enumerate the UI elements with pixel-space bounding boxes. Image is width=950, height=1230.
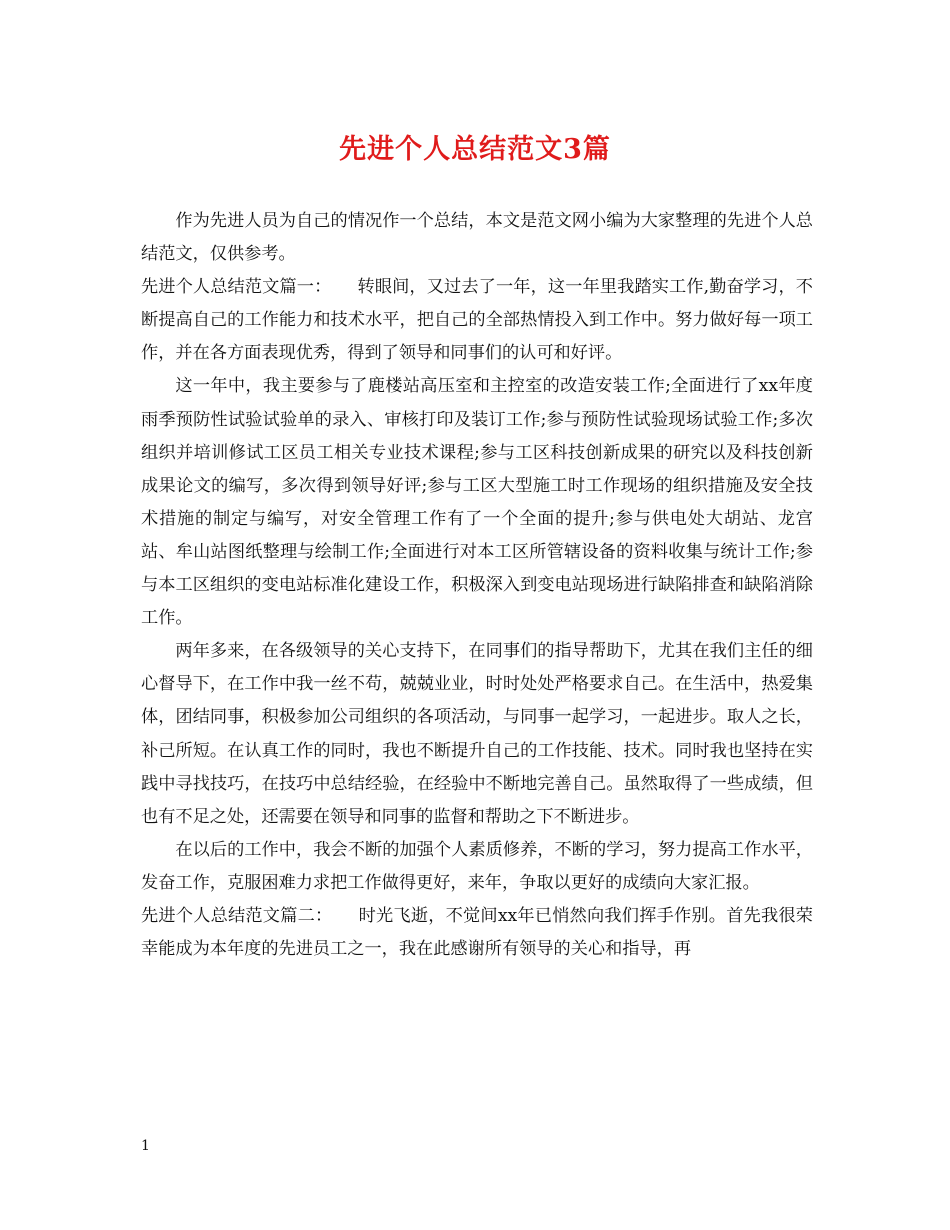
paragraph-section-one	[141, 271, 813, 370]
paragraph-text: 在以后的工作中，我会不断的加强个人素质修养，不断的学习，努力提高工作水平，发奋工作，克服困难力求把工作做得更好，来年，争取以更好的成绩向大家汇报。	[141, 839, 813, 893]
paragraph-text: 两年多来，在各级领导的关心支持下，在同事们的指导帮助下，尤其在我们主任的细心督导下，在工作中我一丝不苟，兢兢业业，时时处处严格要求自己。在生活中，热爱集体，团结同事，积极参加公司组织的各项活动，与同事一起学习，一起进步。取人之长，补己所短。在认真工作的同时，我也不断提升自己的工作技能、技术。同时我也坚持在实践中寻找技巧，在技巧中总结经验，在经验中不断地完善自己。虽然取得了一些成绩，但也有不足之处，还需要在领导和同事的监督和帮助之下不断进步。	[141, 641, 813, 827]
paragraph-two-years	[141, 635, 813, 834]
paragraph-work-details	[141, 370, 813, 635]
paragraph-future	[141, 834, 813, 900]
paragraph-section-two	[141, 900, 813, 966]
page-number: 1	[141, 1138, 150, 1154]
paragraph-text: 转眼间，又过去了一年，这一年里我踏实工作,勤奋学习，不断提高自己的工作能力和技术水平，把自己的全部热情投入到工作中。努力做好每一项工作，并在各方面表现优秀，得到了领导和同事们的认可和好评。	[141, 277, 813, 364]
paragraph-text: 时光飞逝，不觉间xx年已悄然向我们挥手作别。首先我很荣幸能成为本年度的先进员工之一，我在此感谢所有领导的关心和指导，再	[141, 905, 813, 960]
paragraph-intro	[141, 205, 813, 271]
paragraph-text: 这一年中，我主要参与了鹿楼站高压室和主控室的改造安装工作;全面进行了xx年度雨季预防性试验试验单的录入、审核打印及装订工作;参与预防性试验现场试验工作;多次组织并培训修试工区员工相关专业技术课程;参与工区科技创新成果的研究以及科技创新成果论文的编写，多次得到领导好评;参与工区大型施工时工作现场的组织措施及安全技术措施的制定与编写，对安全管理工作有了一个全面的提升;参与供电处大胡站、龙宫站、牟山站图纸整理与绘制工作;全面进行对本工区所管辖设备的资料收集与统计工作;参与本工区组织的变电站标准化建设工作，积极深入到变电站现场进行缺陷排查和缺陷消除工作。	[141, 376, 813, 629]
section-heading: 先进个人总结范文篇一：	[141, 277, 332, 298]
paragraph-text: 作为先进人员为自己的情况作一个总结，本文是范文网小编为大家整理的先进个人总结范文，仅供参考。	[141, 211, 813, 265]
document-body	[141, 205, 813, 966]
section-heading: 先进个人总结范文篇二：	[141, 905, 333, 926]
document-title: 先进个人总结范文3篇	[339, 134, 611, 165]
